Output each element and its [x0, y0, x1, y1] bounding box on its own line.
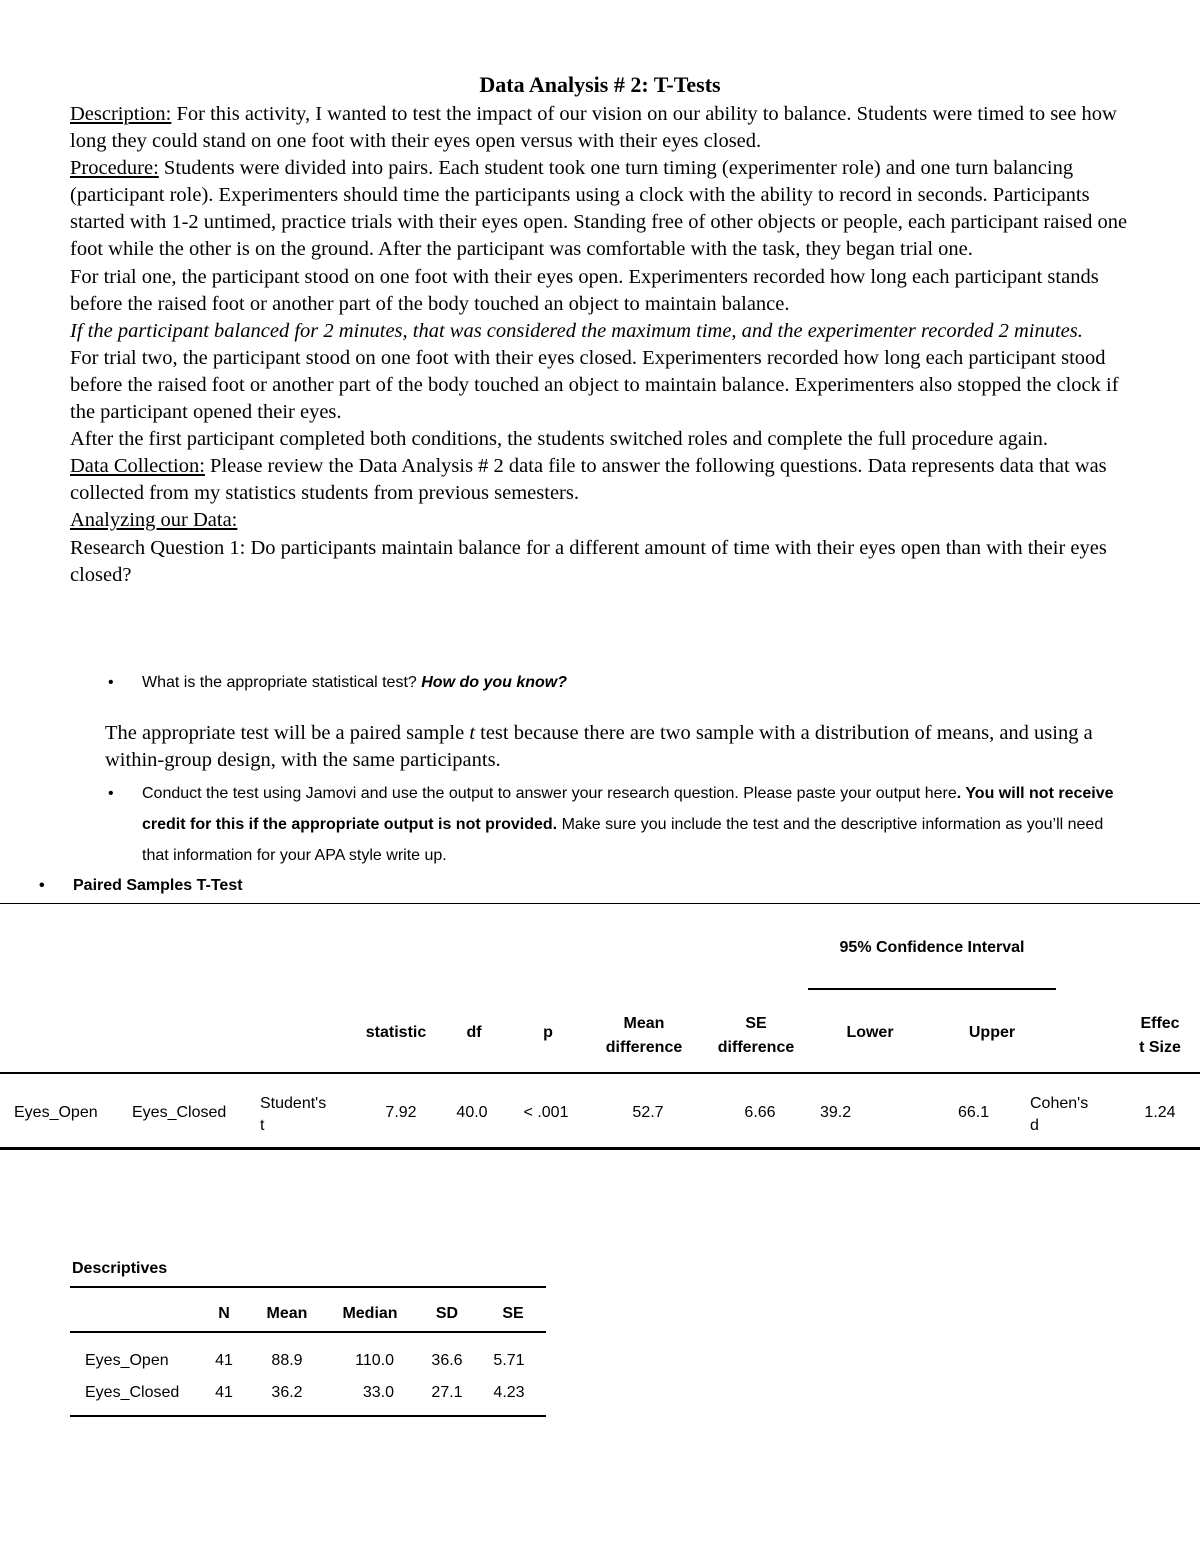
row-var1: Eyes_Open	[14, 1104, 98, 1121]
table-header-rule	[0, 1072, 1200, 1074]
col-mean-difference	[592, 1012, 696, 1060]
bullet-item-conduct-test	[108, 778, 1132, 871]
desc-row-median: 33.0	[362, 1384, 394, 1401]
col-se-difference-line1: SE	[745, 1015, 767, 1032]
col-se-difference-line2: difference	[717, 1039, 795, 1056]
row-lower: 39.2	[820, 1104, 852, 1121]
bullet2-text-2: Make sure you include the test and the descriptive information as you’ll need that information for your APA style write up.	[142, 816, 1104, 864]
col-lower: Lower	[846, 1024, 894, 1041]
row-se-diff: 6.66	[744, 1104, 776, 1121]
desc-col-mean: Mean	[266, 1305, 308, 1322]
col-effect-size	[1128, 1012, 1192, 1060]
col-statistic: statistic	[365, 1024, 427, 1041]
col-mean-difference-line2: difference	[605, 1039, 683, 1056]
row-effect-type-line2: d	[1030, 1117, 1039, 1134]
table-bottom-rule	[0, 1147, 1200, 1150]
desc-row-median: 110.0	[355, 1352, 394, 1369]
answer-text-1: The appropriate test will be a paired sample	[105, 722, 470, 744]
desc-col-sd: SD	[435, 1305, 459, 1322]
bullet2-text-1: Conduct the test using Jamovi and use the output to answer your research question. Please paste your output here	[142, 785, 957, 802]
ci-header-rule	[808, 988, 1056, 990]
page-title: Data Analysis # 2: T-Tests	[479, 72, 721, 97]
desc-row-mean: 36.2	[271, 1384, 303, 1401]
desc-row-n: 41	[215, 1352, 233, 1369]
data-collection-paragraph	[70, 453, 1130, 507]
ttest-heading-text: Paired Samples T-Test	[73, 877, 243, 894]
data-collection-text: Please review the Data Analysis # 2 data file to answer the following questions. Data represents data that was collected from my statistics students from previous semesters.	[70, 455, 1107, 505]
desc-row-se: 4.23	[493, 1384, 525, 1401]
col-se-difference	[704, 1012, 808, 1060]
ci-header: 95% Confidence Interval	[839, 939, 1025, 956]
row-p: < .001	[523, 1104, 569, 1121]
row-effect-type-line1: Cohen's	[1030, 1095, 1089, 1112]
bullet-icon: •	[39, 877, 45, 894]
trial-one-paragraph: For trial one, the participant stood on one foot with their eyes open. Experimenters recorded how long each participant stands before the raised foot or another part of the body touched an object to maintain balance.	[70, 265, 1099, 315]
col-upper: Upper	[968, 1024, 1016, 1041]
row-var2: Eyes_Closed	[132, 1104, 227, 1121]
desc-row-sd: 36.6	[431, 1352, 463, 1369]
desc-bottom-rule	[70, 1415, 546, 1417]
col-df: df	[466, 1024, 482, 1041]
procedure-paragraph	[70, 155, 1130, 263]
row-upper: 66.1	[958, 1104, 990, 1121]
col-mean-difference-line1: Mean	[623, 1015, 665, 1032]
switch-roles-paragraph: After the first participant completed both conditions, the students switched roles and complete the full procedure again.	[70, 428, 1049, 451]
desc-row-name: Eyes_Open	[85, 1352, 169, 1369]
desc-row-n: 41	[215, 1384, 233, 1401]
research-question: Research Question 1: Do participants maintain balance for a different amount of time with their eyes open than with their eyes closed?	[70, 536, 1107, 586]
desc-col-se: SE	[502, 1305, 524, 1322]
bullet-emphasis: How do you know?	[421, 674, 568, 691]
row-effect-value: 1.24	[1144, 1104, 1176, 1121]
bullet2-bold: . You will not receive credit for this if the appropriate output is not provided.	[142, 785, 1114, 833]
row-test	[260, 1093, 326, 1137]
description-label: Description:	[70, 103, 172, 125]
col-p: p	[543, 1024, 553, 1041]
description-text: For this activity, I wanted to test the impact of our vision on our ability to balance. Students were timed to see how long they could stand on one foot with their eyes open versus with their eyes closed.	[70, 103, 1117, 153]
procedure-label: Procedure:	[70, 157, 159, 180]
answer-paragraph	[105, 720, 1145, 774]
col-effect-size-line2: t Size	[1139, 1039, 1181, 1056]
max-time-note: If the participant balanced for 2 minutes, that was considered the maximum time, and the experimenter recorded 2 minutes.	[70, 319, 1083, 342]
description-paragraph	[70, 101, 1130, 155]
descriptives-heading: Descriptives	[72, 1260, 168, 1277]
trial-two-paragraph: For trial two, the participant stood on one foot with their eyes closed. Experimenters recorded how long each participant stood before the raised foot or another part of the body touched an object to maintain balance. Experimenters also stopped the clock if the participant opened their eyes.	[70, 346, 1119, 424]
row-mean-diff: 52.7	[632, 1104, 664, 1121]
bullet-icon: •	[108, 674, 114, 691]
analyzing-label: Analyzing our Data:	[70, 509, 238, 532]
desc-header-rule	[70, 1331, 546, 1333]
desc-col-n: N	[218, 1305, 230, 1322]
desc-top-rule	[70, 1286, 546, 1288]
desc-row-sd: 27.1	[431, 1384, 463, 1401]
data-collection-label: Data Collection:	[70, 455, 205, 478]
desc-row-mean: 88.9	[271, 1352, 303, 1369]
desc-col-median: Median	[342, 1305, 398, 1322]
procedure-text: Students were divided into pairs. Each student took one turn timing (experimenter role) and one turn balancing (participant role). Experimenters should time the participants using a clock with the ability to record in seconds. Participants started with 1-2 untimed, practice trials with their eyes open. Standing free of other objects or people, each participant raised one foot while the other is on the ground. After the participant was comfortable with the task, they began trial one.	[70, 157, 1128, 261]
answer-text-2: test because there are two sample with a distribution of means, and using a within-group design, with the same participants.	[105, 722, 1093, 772]
instructions-body	[70, 101, 1130, 589]
row-test-line1: Student's	[260, 1095, 327, 1112]
table-top-rule	[0, 903, 1200, 904]
bullet-text: What is the appropriate statistical test?	[142, 674, 422, 691]
answer-t: t	[469, 722, 476, 744]
bullet-item-statistical-test	[108, 674, 1142, 692]
desc-row-name: Eyes_Closed	[85, 1384, 180, 1401]
col-effect-size-line1: Effec	[1140, 1015, 1180, 1032]
desc-row-se: 5.71	[493, 1352, 525, 1369]
row-effect-type	[1030, 1093, 1088, 1137]
bullet-icon: •	[108, 785, 114, 802]
ttest-heading	[39, 877, 243, 895]
row-df: 40.0	[456, 1104, 488, 1121]
row-test-line2: t	[260, 1117, 265, 1134]
row-statistic: 7.92	[385, 1104, 417, 1121]
